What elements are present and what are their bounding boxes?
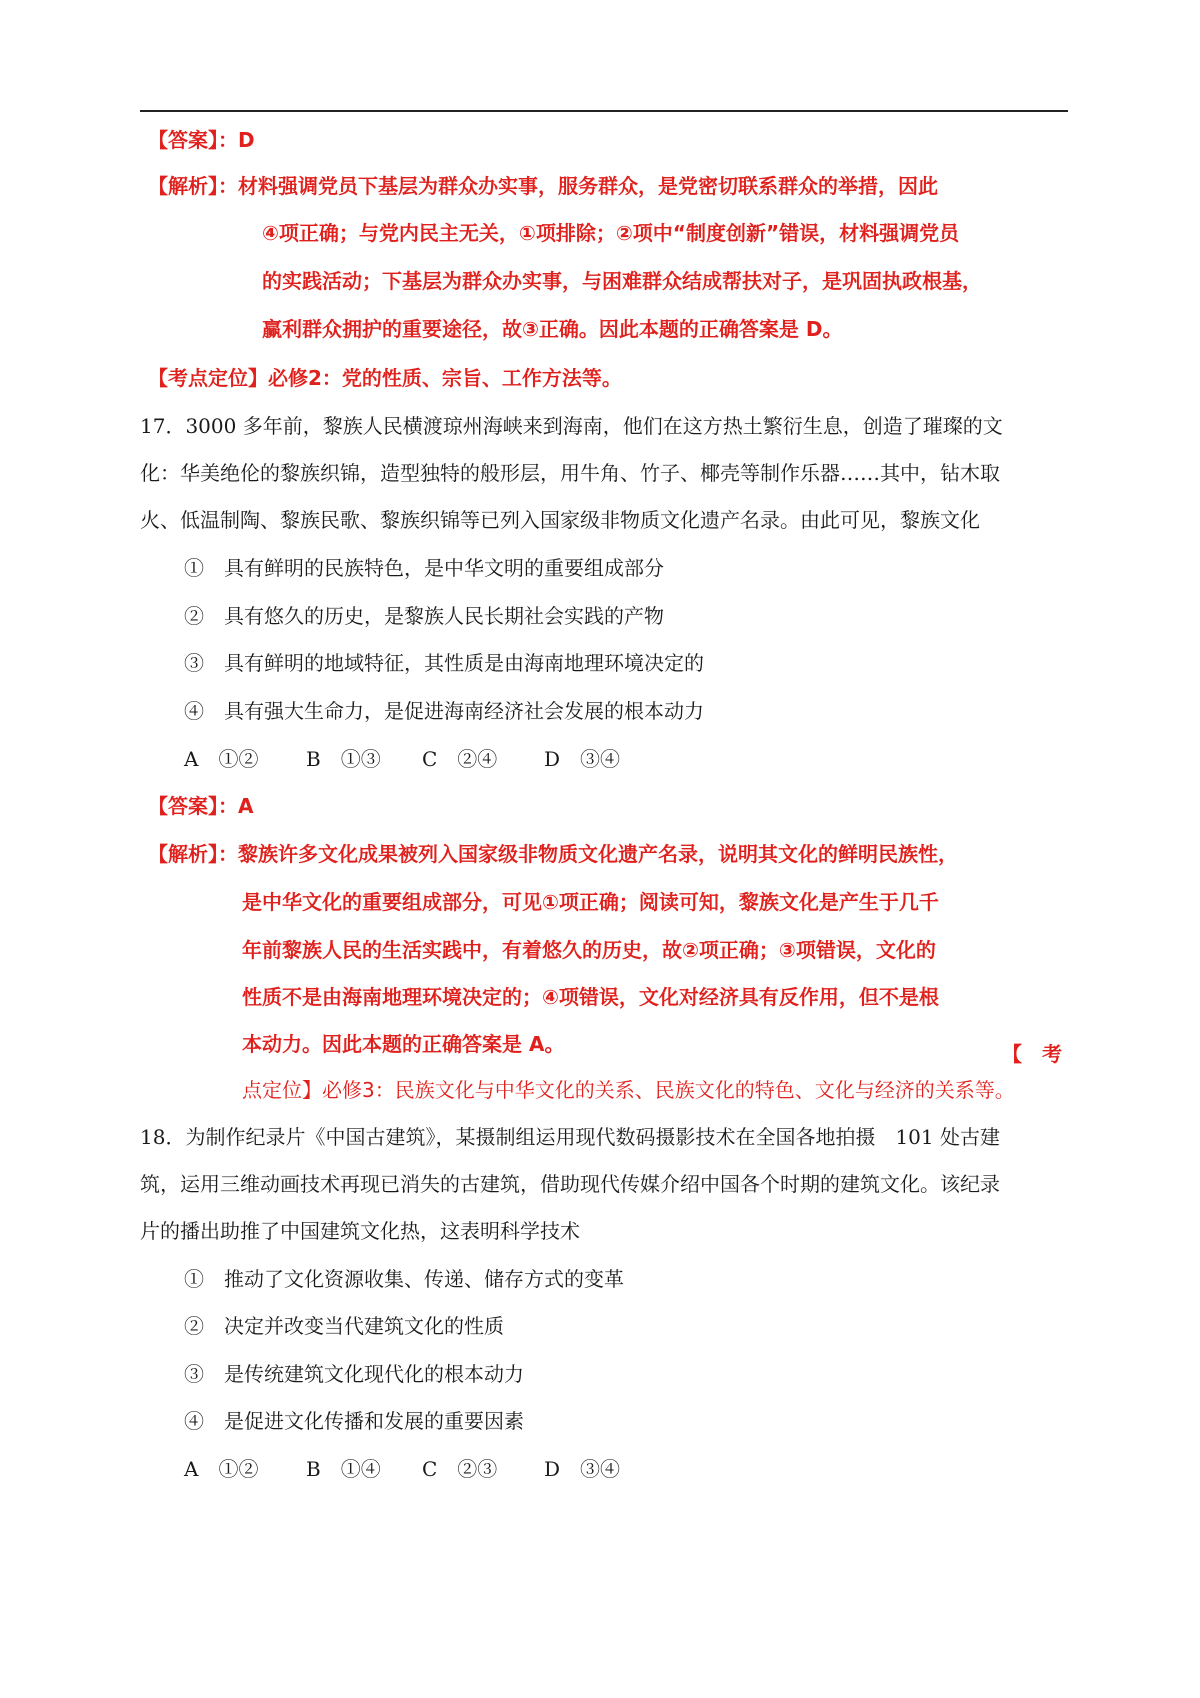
q17-choice-a: A ①② <box>184 747 259 771</box>
q16-analysis-line-2: ④项正确；与党内民主无关，①项排除；②项中“制度创新”错误，材料强调党员 <box>262 221 960 245</box>
q17-choice-c: C ②④ <box>422 747 498 771</box>
q17-stem-line-2: 化：华美绝伦的黎族织锦，造型独特的般形层，用牛角、竹子、椰壳等制作乐器……其中，钻木取 <box>140 461 1000 485</box>
analysis-tag: 【解析】 <box>148 174 218 198</box>
answer-value: ：A <box>218 794 254 818</box>
q17-choice-b: B ①③ <box>306 747 381 771</box>
q18-stem-line-2: 筑，运用三维动画技术再现已消失的古建筑，借助现代传媒介绍中国各个时期的建筑文化。该纪录 <box>140 1172 1000 1196</box>
q16-point <box>148 364 622 392</box>
answer-tag: 【答案】 <box>148 128 218 152</box>
q17-option-3: ③ 具有鲜明的地域特征，其性质是由海南地理环境决定的 <box>184 651 704 675</box>
q17-analysis-line-2: 是中华文化的重要组成部分，可见①项正确；阅读可知，黎族文化是产生于几千 <box>242 890 939 914</box>
q18-choice-b: B ①④ <box>306 1457 381 1481</box>
q18-option-1: ① 推动了文化资源收集、传递、储存方式的变革 <box>184 1267 624 1291</box>
q17-choices <box>184 745 620 773</box>
q18-option-2: ② 决定并改变当代建筑文化的性质 <box>184 1314 504 1338</box>
q17-analysis-line-1 <box>148 840 958 868</box>
q16-analysis-line-1 <box>148 172 938 200</box>
q18-choice-d: D ③④ <box>544 1457 621 1481</box>
point-tag: 【考点定位】 <box>148 366 268 390</box>
point-text: 必修2：党的性质、宗旨、工作方法等。 <box>268 366 622 390</box>
q17-point-tag-part1: 【 考 <box>1002 1042 1062 1066</box>
q17-option-2: ② 具有悠久的历史，是黎族人民长期社会实践的产物 <box>184 604 664 628</box>
q16-analysis-line-4: 赢利群众拥护的重要途径，故③正确。因此本题的正确答案是 D。 <box>262 317 843 341</box>
q18-option-3: ③ 是传统建筑文化现代化的根本动力 <box>184 1362 524 1386</box>
q17-analysis-line-4: 性质不是由海南地理环境决定的；④项错误，文化对经济具有反作用，但不是根 <box>242 985 939 1009</box>
q18-stem-line-3: 片的播出助推了中国建筑文化热，这表明科学技术 <box>140 1219 580 1243</box>
q17-stem-line-3: 火、低温制陶、黎族民歌、黎族织锦等已列入国家级非物质文化遗产名录。由此可见，黎族文化 <box>140 508 980 532</box>
q17-answer <box>148 792 253 820</box>
q17-point-line: 点定位】必修3：民族文化与中华文化的关系、民族文化的特色、文化与经济的关系等。 <box>242 1078 1015 1102</box>
q18-choice-a: A ①② <box>184 1457 259 1481</box>
q17-analysis-line-3: 年前黎族人民的生活实践中，有着悠久的历史，故②项正确；③项错误，文化的 <box>242 938 936 962</box>
q16-analysis-line-3: 的实践活动；下基层为群众办实事，与困难群众结成帮扶对子，是巩固执政根基， <box>262 269 982 293</box>
q17-analysis-line-5: 本动力。因此本题的正确答案是 A。 <box>242 1032 565 1056</box>
q18-choices <box>184 1455 620 1483</box>
analysis-text: ：黎族许多文化成果被列入国家级非物质文化遗产名录，说明其文化的鲜明民族性， <box>218 842 958 866</box>
q16-answer <box>148 126 255 154</box>
header-rule <box>140 110 1068 112</box>
q17-stem-line-1: 17．3000 多年前，黎族人民横渡琼州海峡来到海南，他们在这方热土繁衍生息，创造了璀璨的文 <box>140 414 1003 438</box>
q18-choice-c: C ②③ <box>422 1457 498 1481</box>
q17-choice-d: D ③④ <box>544 747 621 771</box>
answer-value: ：D <box>218 128 255 152</box>
q18-option-4: ④ 是促进文化传播和发展的重要因素 <box>184 1409 524 1433</box>
answer-tag: 【答案】 <box>148 794 218 818</box>
q18-stem-line-1: 18．为制作纪录片《中国古建筑》，某摄制组运用现代数码摄影技术在全国各地拍摄 101 处古建 <box>140 1125 1000 1149</box>
q17-option-4: ④ 具有强大生命力，是促进海南经济社会发展的根本动力 <box>184 699 704 723</box>
analysis-text: ：材料强调党员下基层为群众办实事，服务群众，是党密切联系群众的举措，因此 <box>218 174 938 198</box>
analysis-tag: 【解析】 <box>148 842 218 866</box>
q17-option-1: ① 具有鲜明的民族特色，是中华文明的重要组成部分 <box>184 556 664 580</box>
